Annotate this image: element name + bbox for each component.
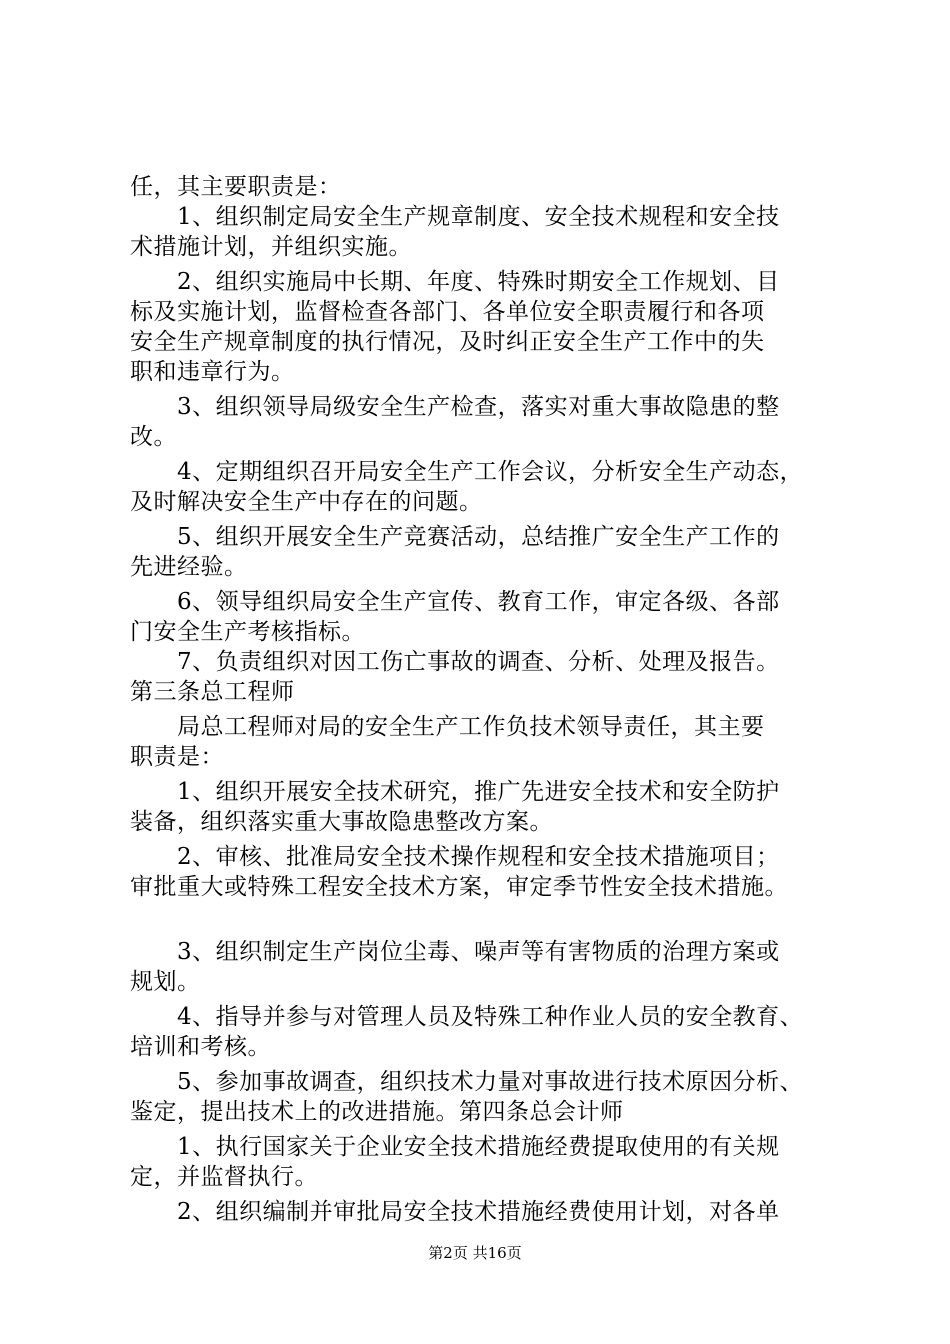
- text-line: 改。: [130, 424, 177, 450]
- text-line: 5、组织开展安全生产竞赛活动，总结推广安全生产工作的: [130, 524, 780, 550]
- text-line: 5、参加事故调查，组织技术力量对事故进行技术原因分析、: [130, 1069, 804, 1095]
- text-line: 职责是：: [130, 744, 224, 770]
- text-line: 7、负责组织对因工伤亡事故的调查、分析、处理及报告。: [130, 649, 780, 675]
- text-line: 标及实施计划，监督检查各部门、各单位安全职责履行和各项: [130, 299, 765, 325]
- text-line: 职和违章行为。: [130, 359, 295, 385]
- text-line: 审批重大或特殊工程安全技术方案，审定季节性安全技术措施。: [130, 874, 788, 900]
- text-line: 鉴定，提出技术上的改进措施。第四条总会计师: [130, 1099, 624, 1125]
- page-number-footer: 第2页 共16页: [428, 1244, 522, 1262]
- text-line: 先进经验。: [130, 554, 248, 580]
- text-line: 2、审核、批准局安全技术操作规程和安全技术措施项目；: [130, 844, 780, 870]
- text-line: 3、组织制定生产岗位尘毒、噪声等有害物质的治理方案或: [130, 939, 780, 965]
- text-line: 1、执行国家关于企业安全技术措施经费提取使用的有关规: [130, 1134, 780, 1160]
- text-line: 1、组织开展安全技术研究，推广先进安全技术和安全防护: [130, 779, 780, 805]
- section-heading: 第三条总工程师: [130, 679, 295, 705]
- text-line: 2、组织实施局中长期、年度、特殊时期安全工作规划、目: [130, 269, 780, 295]
- text-line: 1、组织制定局安全生产规章制度、安全技术规程和安全技: [130, 204, 780, 230]
- text-line: 6、领导组织局安全生产宣传、教育工作，审定各级、各部: [130, 589, 780, 615]
- text-line: 装备，组织落实重大事故隐患整改方案。: [130, 809, 553, 835]
- text-line: 任，其主要职责是：: [130, 174, 342, 200]
- text-line: 门安全生产考核指标。: [130, 619, 365, 645]
- text-line: 术措施计划，并组织实施。: [130, 234, 412, 260]
- text-line: 培训和考核。: [130, 1034, 271, 1060]
- text-line: 安全生产规章制度的执行情况，及时纠正安全生产工作中的失: [130, 329, 765, 355]
- text-line: 局总工程师对局的安全生产工作负技术领导责任，其主要: [130, 714, 765, 740]
- text-line: 2、组织编制并审批局安全技术措施经费使用计划，对各单: [130, 1199, 780, 1225]
- text-line: 4、定期组织召开局安全生产工作会议，分析安全生产动态，: [130, 459, 804, 485]
- text-line: 规划。: [130, 969, 201, 995]
- document-body: [130, 172, 850, 1227]
- text-line: 3、组织领导局级安全生产检查，落实对重大事故隐患的整: [130, 394, 780, 420]
- text-line: 定，并监督执行。: [130, 1164, 318, 1190]
- text-line: 及时解决安全生产中存在的问题。: [130, 489, 483, 515]
- text-line: 4、指导并参与对管理人员及特殊工种作业人员的安全教育、: [130, 1004, 804, 1030]
